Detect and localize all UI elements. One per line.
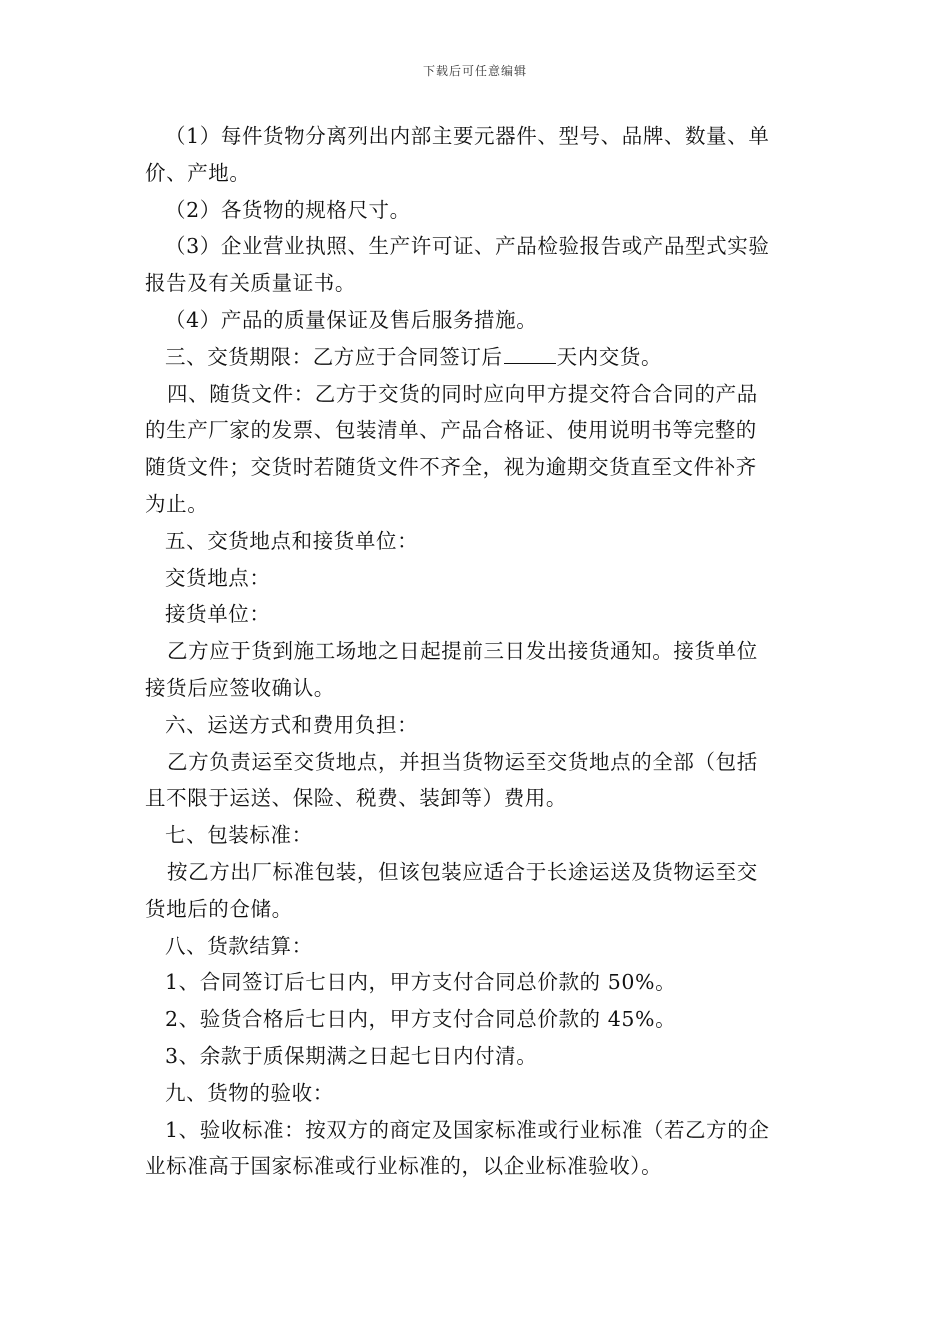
paragraph-line: 七、包装标准： <box>165 823 313 848</box>
paragraph-line: 1、合同签订后七日内，甲方支付合同总价款的 50%。 <box>165 970 677 995</box>
page-header-note: 下载后可任意编辑 <box>422 64 527 78</box>
delivery-term-suffix: 天内交货。 <box>556 344 663 369</box>
paragraph-line: 八、货款结算： <box>165 933 313 958</box>
paragraph-line: 1、验收标准：按双方的商定及国家标准或行业标准（若乙方的企 <box>165 1117 770 1142</box>
paragraph-line: 随货文件；交货时若随货文件不齐全，视为逾期交货直至文件补齐 <box>145 455 757 480</box>
paragraph-line: 九、货物的验收： <box>165 1080 334 1105</box>
paragraph-line: 价、产地。 <box>145 160 251 185</box>
paragraph-line: 货地后的仓储。 <box>145 896 293 921</box>
paragraph-line: 五、交货地点和接货单位： <box>165 528 419 553</box>
paragraph-line: 按乙方出厂标准包装，但该包装应适合于长途运送及货物运至交 <box>167 859 758 884</box>
paragraph-line: 接货单位： <box>165 602 271 627</box>
paragraph-line: （2）各货物的规格尺寸。 <box>165 197 411 222</box>
paragraph-line: 为止。 <box>145 491 209 516</box>
paragraph-line <box>145 339 807 376</box>
paragraph-line: 四、随货文件：乙方于交货的同时应向甲方提交符合合同的产品 <box>167 381 758 406</box>
paragraph-line: 乙方负责运至交货地点，并担当货物运至交货地点的全部（包括 <box>167 749 758 774</box>
paragraph-line: 且不限于运送、保险、税费、装卸等）费用。 <box>145 786 567 811</box>
delivery-term-text: 三、交货期限：乙方应于合同签订后 <box>165 344 503 369</box>
paragraph-line: 3、余款于质保期满之日起七日内付清。 <box>165 1043 538 1068</box>
paragraph-line: 乙方应于货到施工场地之日起提前三日发出接货通知。接货单位 <box>167 639 758 664</box>
document-body <box>145 118 807 1185</box>
paragraph-line: 的生产厂家的发票、包装清单、产品合格证、使用说明书等完整的 <box>145 418 757 443</box>
paragraph-line: 2、验货合格后七日内，甲方支付合同总价款的 45%。 <box>165 1007 677 1032</box>
paragraph-line: （3）企业营业执照、生产许可证、产品检验报告或产品型式实验 <box>165 234 770 259</box>
paragraph-line: 业标准高于国家标准或行业标准的，以企业标准验收）。 <box>145 1154 663 1179</box>
paragraph-line: 六、运送方式和费用负担： <box>165 712 419 737</box>
paragraph-line: 交货地点： <box>165 565 271 590</box>
paragraph-line: 接货后应签收确认。 <box>145 675 335 700</box>
paragraph-line: （1）每件货物分离列出内部主要元器件、型号、品牌、数量、单 <box>165 124 770 148</box>
paragraph-line: 报告及有关质量证书。 <box>145 271 356 296</box>
blank-underline <box>504 345 556 364</box>
paragraph-line: （4）产品的质量保证及售后服务措施。 <box>165 307 538 332</box>
